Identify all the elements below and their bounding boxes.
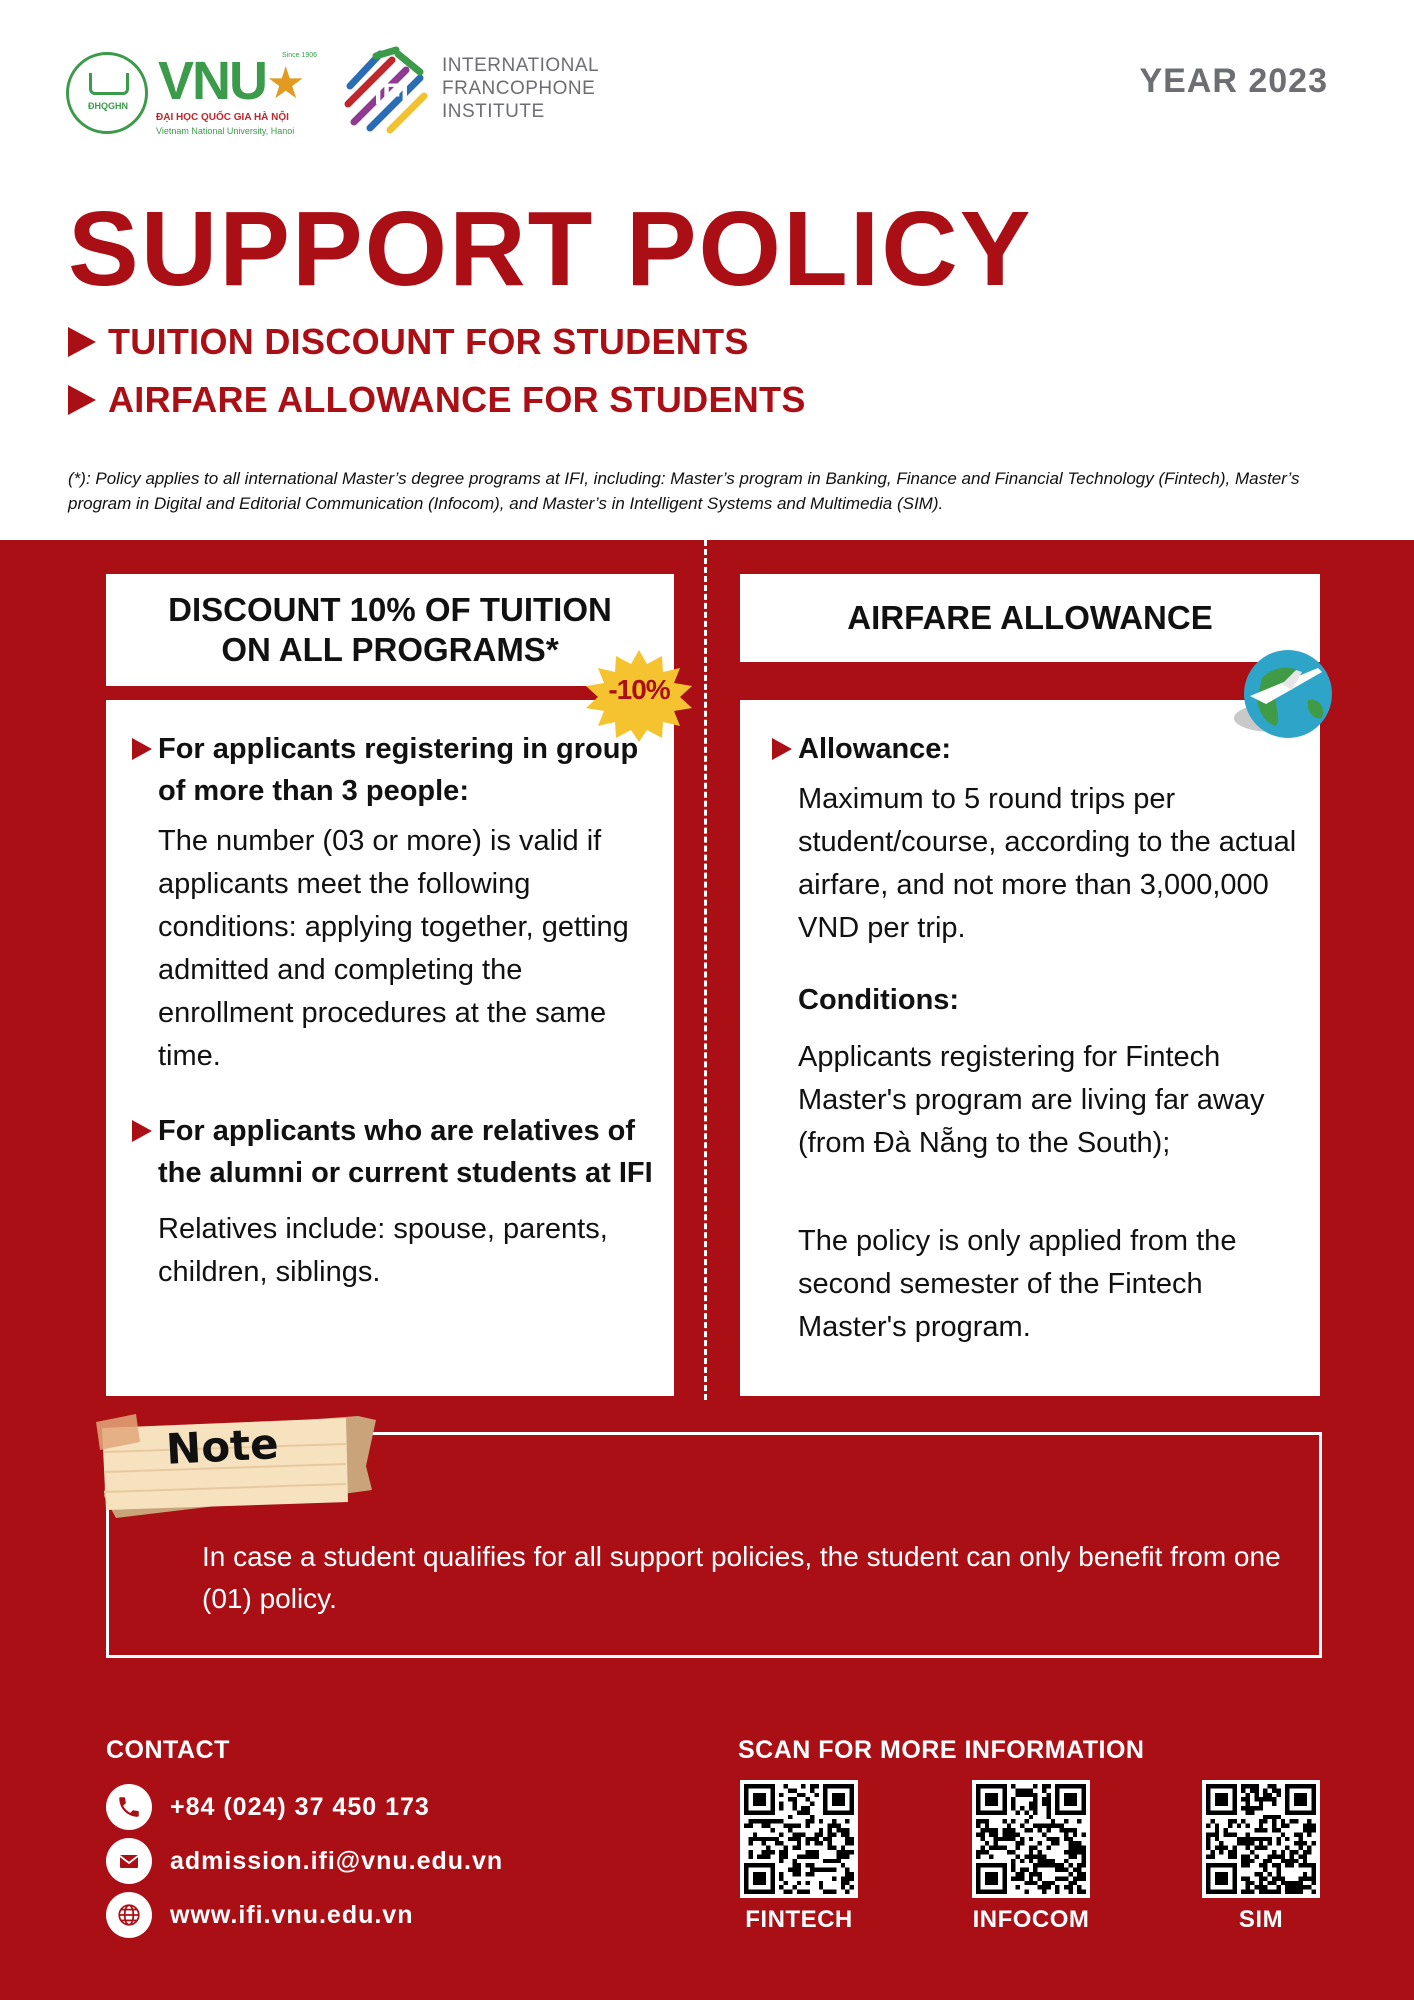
airfare-allowance-title: Allowance: [798,733,952,765]
vnu-seal-text: ĐHQGHN [88,101,128,111]
qr-code-infocom[interactable] [972,1780,1090,1898]
subtitle-text: AIRFARE ALLOWANCE FOR STUDENTS [108,379,806,420]
qr-code-icon [744,1784,854,1894]
contact-email-text: admission.ifi@vnu.edu.vn [170,1846,504,1875]
phone-icon [106,1784,152,1830]
discount-item-text: Relatives include: spouse, parents, children, siblings. [158,1213,608,1288]
airfare-heading: AIRFARE ALLOWANCE [847,599,1213,636]
page-title: SUPPORT POLICY [68,190,1033,308]
note-label: Note [164,1419,280,1474]
vnu-logo-subtitle-en: Vietnam National University, Hanoi [156,126,295,136]
contact-phone[interactable] [106,1784,430,1830]
subtitle-airfare [68,378,806,422]
qr-code-icon [1206,1784,1316,1894]
vnu-logo-since: Since 1906 [282,52,318,59]
subtitle-text: TUITION DISCOUNT FOR STUDENTS [108,321,749,362]
qr-label: SIM [1238,1906,1284,1933]
play-triangle-icon [68,385,96,415]
year-label: YEAR 2023 [1139,62,1328,100]
ifi-logo-line: FRANCOPHONE [442,78,596,99]
play-triangle-icon [132,1120,152,1142]
qr-code-icon [976,1784,1086,1894]
qr-label: FINTECH [745,1906,853,1933]
qr-code-fintech[interactable] [740,1780,858,1898]
airfare-allowance-text: Maximum to 5 round trips per student/course, according to the actual airfare, and not more than 3,000,000 VND per trip. [798,783,1297,944]
vnu-logo[interactable] [66,52,326,142]
airfare-condition-text: The policy is only applied from the second semester of the Fintech Master's program. [798,1225,1237,1343]
discount-item-relatives [132,1110,662,1194]
ifi-logo-line: INSTITUTE [442,101,545,122]
discount-heading-line: ON ALL PROGRAMS* [221,631,559,668]
play-triangle-icon [772,738,792,760]
contact-website-text: www.ifi.vnu.edu.vn [170,1900,414,1929]
ifi-logo-line: INTERNATIONAL [442,55,600,76]
dashed-divider [704,540,707,1400]
vnu-logo-word: VNU [158,51,267,111]
vnu-seal-building [89,73,129,95]
ifi-logo-mark-icon [340,46,430,136]
star-icon: ★ [266,59,306,108]
airfare-allowance [772,728,1312,770]
footnote: (*): Policy applies to all international Master’s degree programs at IFI, including: Master’s program in Banking, Finance and Financial Technology (Fintech), Master’s program in Digital and Editorial Communication (Infocom), and Master’s in Intelligent Systems and Multimedia (SIM). [68,469,1300,513]
ifi-logo-text [442,54,599,123]
qr-label: INFOCOM [972,1906,1090,1933]
contact-phone-text: +84 (024) 37 450 173 [170,1792,430,1821]
email-icon [106,1838,152,1884]
subtitle-tuition [68,320,749,364]
contact-website[interactable] [106,1892,413,1938]
discount-item-group [132,728,662,812]
discount-item-title: For applicants registering in group of more than 3 people: [158,733,639,807]
note-text: In case a student qualifies for all support policies, the student can only benefit from one (01) policy. [202,1541,1281,1614]
discount-item-text: The number (03 or more) is valid if applicants meet the following conditions: applying together, getting admitted and completing the enrollment procedures at the same time. [158,825,629,1072]
discount-heading [168,590,612,670]
vnu-seal-icon [66,52,148,134]
discount-item-title: For applicants who are relatives of the alumni or current students at IFI [158,1115,653,1189]
play-triangle-icon [132,738,152,760]
ifi-logo[interactable] [340,46,620,136]
contact-title: CONTACT [106,1736,230,1764]
discount-badge-text: -10% [608,674,670,705]
airfare-condition-text: Applicants registering for Fintech Master's program are living far away (from Đà Nẵng to the South); [798,1041,1265,1159]
vnu-logo-subtitle-vn: ĐẠI HỌC QUỐC GIA HÀ NỘI [156,112,289,123]
discount-heading-line: DISCOUNT 10% OF TUITION [168,591,612,628]
contact-email[interactable] [106,1838,503,1884]
svg-text:IFI: IFI [374,78,409,111]
qr-code-sim[interactable] [1202,1780,1320,1898]
scan-title: SCAN FOR MORE INFORMATION [738,1736,1145,1764]
play-triangle-icon [68,327,96,357]
globe-icon [106,1892,152,1938]
airfare-conditions-title: Conditions: [798,984,960,1016]
